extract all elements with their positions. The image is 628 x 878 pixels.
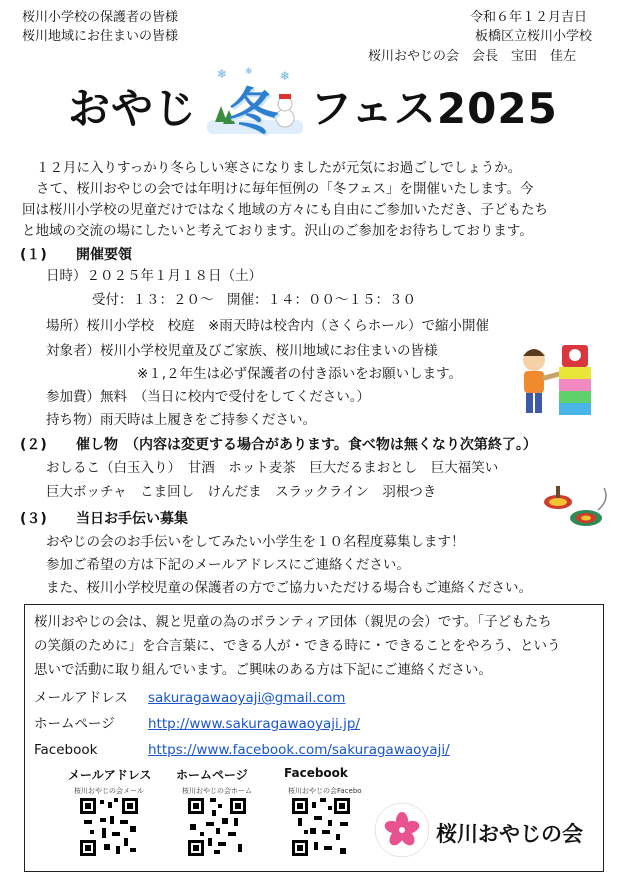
qr-email-label: メールアドレス <box>68 768 152 782</box>
intro-line-4: と地域の交流の場にしたいと考えております。沢山のご参加をお待ちしております。 <box>22 223 533 239</box>
title-suffix: フェス2025 <box>310 84 558 133</box>
info-line-2: の笑顔のために」を合言葉に、できる人が・できる時に・できることをやろう、という <box>34 638 561 654</box>
snowflake-icon: ❄ <box>280 69 291 83</box>
info-line-3: 思いで活動に取り組んでいます。ご興味のある方は下記にご連絡ください。 <box>34 662 492 678</box>
events-line-2: 巨大ボッチャ こま回し けんだま スラックライン 羽根つき <box>46 484 437 500</box>
event-fee: 参加費）無料 （当日に校内で受付をしてください。） <box>46 389 370 405</box>
spinning-tops-illustration <box>538 480 616 540</box>
events-line-1: おしるこ（白玉入り） 甘酒 ホット麦茶 巨大だるまおとし 巨大福笑い <box>46 460 499 476</box>
school-name: 板橋区立桜川小学校 <box>475 29 593 44</box>
event-target: 対象者）桜川小学校児童及びご家族、桜川地域にお住まいの皆様 <box>46 343 438 359</box>
qr-home-caption: 桜川おやじの会ホーム <box>182 787 252 795</box>
volunteer-line-2: 参加ご希望の方は下記のメールアドレスにご連絡ください。 <box>46 557 410 573</box>
email-label: メールアドレス <box>34 690 128 706</box>
qr-facebook-caption: 桜川おやじの会Facebo <box>288 787 362 795</box>
title-winter-kanji: 冬 <box>228 83 279 141</box>
section3-number: (３) <box>20 511 47 527</box>
facebook-label: Facebook <box>34 742 98 758</box>
issue-date: 令和６年１２月吉日 <box>470 10 588 25</box>
event-times: 受付：１３：２０～ 開催：１４：００～１５：３０ <box>92 292 416 308</box>
title-prefix: おやじ <box>68 84 198 133</box>
organization-name-logo: 桜川おやじの会 <box>436 822 583 846</box>
event-note: ※１,２年生は必ず保護者の付き添いをお願いします。 <box>137 366 463 382</box>
intro-line-3: 回は桜川小学校の児童だけではなく地域の方々にも自由にご参加いただき、子どもたち <box>22 202 548 218</box>
email-link[interactable]: sakuragawaoyaji@gmail.com <box>148 690 346 706</box>
addressee-parents: 桜川小学校の保護者の皆様 <box>22 10 179 25</box>
section2-heading: 催し物 （内容は変更する場合があります。食べ物は無くなり次第終了。） <box>76 437 537 453</box>
qr-code-email[interactable] <box>80 798 138 856</box>
snowflake-icon: ❄ <box>217 67 228 81</box>
section3-heading: 当日お手伝い募集 <box>76 511 188 527</box>
intro-line-2: さて、桜川おやじの会では年明けに毎年恒例の「冬フェス」を開催いたします。今 <box>36 181 534 197</box>
section1-heading: 開催要領 <box>76 247 132 263</box>
snowflake-icon: ❄ <box>245 67 253 77</box>
qr-facebook-label: Facebook <box>284 766 348 780</box>
info-line-1: 桜川おやじの会は、親と児童の為のボランティア団体（親児の会）です。「子どもたち <box>34 614 552 630</box>
event-place: 場所）桜川小学校 校庭 ※雨天時は校舎内（さくらホール）で縮小開催 <box>46 318 490 334</box>
intro-line-1: １２月に入りすっかり冬らしい寒さになりましたが元気にお過ごしでしょうか。 <box>36 160 522 176</box>
event-datetime: 日時）２０２５年１月１８日（土） <box>46 268 262 284</box>
section1-number: (１) <box>20 247 47 263</box>
volunteer-line-3: また、桜川小学校児童の保護者の方でご協力いただける場合もご連絡ください。 <box>46 580 532 596</box>
homepage-label: ホームページ <box>34 716 115 732</box>
facebook-link[interactable]: https://www.facebook.com/sakuragawaoyaji/ <box>148 742 450 758</box>
sakura-logo <box>372 800 432 860</box>
qr-code-facebook[interactable] <box>292 798 350 856</box>
homepage-link[interactable]: http://www.sakuragawaoyaji.jp/ <box>148 716 360 732</box>
qr-email-caption: 桜川おやじの会メール <box>74 787 144 795</box>
daruma-otoshi-illustration <box>512 338 612 422</box>
addressee-residents: 桜川地域にお住まいの皆様 <box>22 29 179 44</box>
section2-number: (２) <box>20 437 47 453</box>
qr-home-label: ホームページ <box>176 768 248 782</box>
event-items: 持ち物）雨天時は上履きをご持参ください。 <box>46 412 316 428</box>
qr-code-homepage[interactable] <box>188 798 246 856</box>
volunteer-line-1: おやじの会のお手伝いをしてみたい小学生を１０名程度募集します！ <box>46 534 465 550</box>
sender-name: 桜川おやじの会 会長 宝田 佳左 <box>368 49 577 64</box>
